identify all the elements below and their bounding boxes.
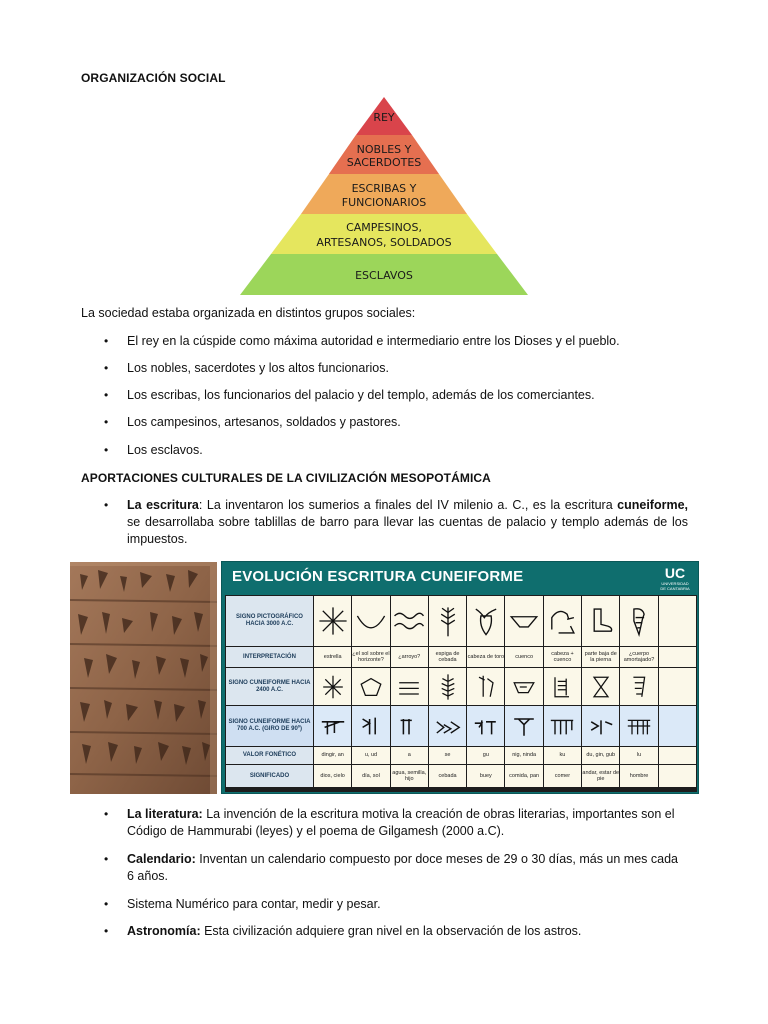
bullet-dot: • [104, 897, 109, 911]
phonetic-cell: nig, ninda [505, 747, 542, 764]
meaning-cell: agua, semilla, hijo [391, 765, 428, 787]
interpretation-cell: cuenco [505, 647, 542, 667]
pyramid-label-nobles-2: SACERDOTES [346, 156, 422, 169]
cuneiform-700-glyph [505, 706, 542, 746]
phonetic-cell: u, ud [352, 747, 389, 764]
row-label: SIGNO CUNEIFORME HACIA 2400 A.C. [226, 668, 313, 705]
cuneiform-700-glyph [620, 706, 657, 746]
intro-paragraph: La sociedad estaba organizada en distintos grupos sociales: [81, 306, 416, 320]
list-item: • Los nobles, sacerdotes y los altos funcionarios. [104, 361, 389, 375]
clay-tablet-photo [70, 562, 217, 794]
pyramid-label-rey: REY [373, 111, 395, 124]
cuneiform-evolution-table [221, 561, 699, 794]
uc-logo: UC UNIVERSIDAD DE CANTABRIA [660, 565, 690, 591]
cuneiform-700-glyph [391, 706, 428, 746]
cuneiform-2400-glyph [467, 668, 504, 705]
bullet-dot: • [104, 924, 109, 938]
list-item: • El rey en la cúspide como máxima autoridad e intermediario entre los Dioses y el pueblo. [104, 334, 620, 348]
bullet-dot: • [104, 388, 109, 402]
glyph-bowl [505, 596, 542, 646]
cuneiform-2400-glyph [505, 668, 542, 705]
cuneiform-700-glyph [544, 706, 581, 746]
interpretation-cell: ¿cuerpo amortajado? [620, 647, 657, 667]
interpretation-cell: ¿arroyo? [391, 647, 428, 667]
phonetic-cell: lu [620, 747, 657, 764]
glyph-sun-horizon [352, 596, 389, 646]
row-label: VALOR FONÉTICO [226, 747, 313, 764]
glyph-head-bowl [544, 596, 581, 646]
pyramid-label-campesinos-1: CAMPESINOS, [346, 221, 422, 234]
list-item-numeric-system: • Sistema Numérico para contar, medir y pesar. [104, 897, 381, 911]
term-writing: La escritura [127, 498, 199, 512]
bullet-dot: • [104, 852, 109, 866]
interpretation-cell: cabeza de toro [467, 647, 504, 667]
cuneiform-700-glyph [352, 706, 389, 746]
glyph-stream [391, 596, 428, 646]
cuneiform-2400-glyph [429, 668, 466, 705]
term-calendar: Calendario: [127, 852, 196, 866]
pyramid-label-campesinos-2: ARTESANOS, SOLDADOS [316, 236, 452, 249]
heading-social-organization: ORGANIZACIÓN SOCIAL [81, 71, 226, 85]
phonetic-cell: gu [467, 747, 504, 764]
row-label: SIGNIFICADO [226, 765, 313, 787]
cuneiform-2400-glyph [544, 668, 581, 705]
phonetic-cell: du, gin, gub [582, 747, 619, 764]
bullet-dot: • [104, 361, 109, 375]
glyph-shrouded-body [620, 596, 657, 646]
phonetic-cell: se [429, 747, 466, 764]
list-item-writing: • La escritura: La inventaron los sumerios a finales del IV milenio a. C., es la escritura cuneiforme, se desarrollaba sobre tablillas de barro para llevar las cuentas de palacio y templo además de los impuestos. [104, 498, 688, 546]
list-item: • Los campesinos, artesanos, soldados y pastores. [104, 415, 401, 429]
glyph-empty [659, 596, 696, 646]
row-label: INTERPRETACIÓN [226, 647, 313, 667]
meaning-cell: comer [544, 765, 581, 787]
phonetic-cell [659, 747, 696, 764]
list-item-astronomy: • Astronomía: Esta civilización adquiere gran nivel en la observación de los astros. [104, 924, 582, 938]
interpretation-cell: estrella [314, 647, 351, 667]
bullet-dot: • [104, 807, 109, 821]
phonetic-cell: a [391, 747, 428, 764]
phonetic-cell: dingir, an [314, 747, 351, 764]
glyph-empty [659, 668, 696, 705]
interpretation-cell [659, 647, 696, 667]
heading-cultural-contributions: APORTACIONES CULTURALES DE LA CIVILIZACIÓN MESOPOTÁMICA [81, 471, 491, 485]
meaning-cell: comida, pan [505, 765, 542, 787]
cuneiform-2400-glyph [352, 668, 389, 705]
table-title: EVOLUCIÓN ESCRITURA CUNEIFORME [232, 568, 524, 585]
cuneiform-2400-glyph [620, 668, 657, 705]
list-item-calendar: • Calendario: Inventan un calendario compuesto por doce meses de 29 o 30 días, más un mes cada 6 años. [104, 852, 679, 883]
bullet-dot: • [104, 498, 109, 512]
meaning-cell [659, 765, 696, 787]
meaning-cell: andar, estar de pie [582, 765, 619, 787]
social-pyramid [238, 95, 530, 297]
pyramid-label-escribas-1: ESCRIBAS Y [351, 182, 417, 195]
meaning-cell: cebada [429, 765, 466, 787]
cuneiform-grid [225, 595, 697, 792]
glyph-leg [582, 596, 619, 646]
list-item: • Los esclavos. [104, 443, 203, 457]
list-item-literature: • La literatura: La invención de la escritura motiva la creación de obras literarias, importantes son el Código de Hammurabi (leyes) y el poema de Gilgamesh (2000 a.C). [104, 807, 675, 838]
cuneiform-700-glyph [429, 706, 466, 746]
glyph-barley [429, 596, 466, 646]
glyph-empty [659, 706, 696, 746]
term-cuneiform: cuneiforme, [617, 498, 688, 512]
bullet-dot: • [104, 334, 109, 348]
pyramid-label-escribas-2: FUNCIONARIOS [341, 196, 427, 209]
row-label: SIGNO PICTOGRÁFICO HACIA 3000 A.C. [226, 596, 313, 646]
bullet-dot: • [104, 415, 109, 429]
pyramid-label-esclavos: ESCLAVOS [355, 269, 413, 282]
interpretation-cell: parte baja de la pierna [582, 647, 619, 667]
meaning-cell: dios, cielo [314, 765, 351, 787]
phonetic-cell: ku [544, 747, 581, 764]
interpretation-cell: cabeza + cuenco [544, 647, 581, 667]
row-label: SIGNO CUNEIFORME HACIA 700 A.C. (GIRO DE 90º) [226, 706, 313, 746]
cuneiform-700-glyph [314, 706, 351, 746]
interpretation-cell: espiga de cebada [429, 647, 466, 667]
meaning-cell: buey [467, 765, 504, 787]
meaning-cell: día, sol [352, 765, 389, 787]
glyph-ox-head [467, 596, 504, 646]
bullet-dot: • [104, 443, 109, 457]
cuneiform-2400-glyph [314, 668, 351, 705]
term-literature: La literatura: [127, 807, 203, 821]
glyph-star [314, 596, 351, 646]
cuneiform-2400-glyph [582, 668, 619, 705]
cuneiform-700-glyph [582, 706, 619, 746]
cuneiform-2400-glyph [391, 668, 428, 705]
meaning-cell: hombre [620, 765, 657, 787]
list-item: • Los escribas, los funcionarios del palacio y del templo, además de los comerciantes. [104, 388, 595, 402]
cuneiform-700-glyph [467, 706, 504, 746]
interpretation-cell: ¿el sol sobre el horizonte? [352, 647, 389, 667]
pyramid-label-nobles-1: NOBLES Y [356, 143, 412, 156]
term-astronomy: Astronomía: [127, 924, 201, 938]
